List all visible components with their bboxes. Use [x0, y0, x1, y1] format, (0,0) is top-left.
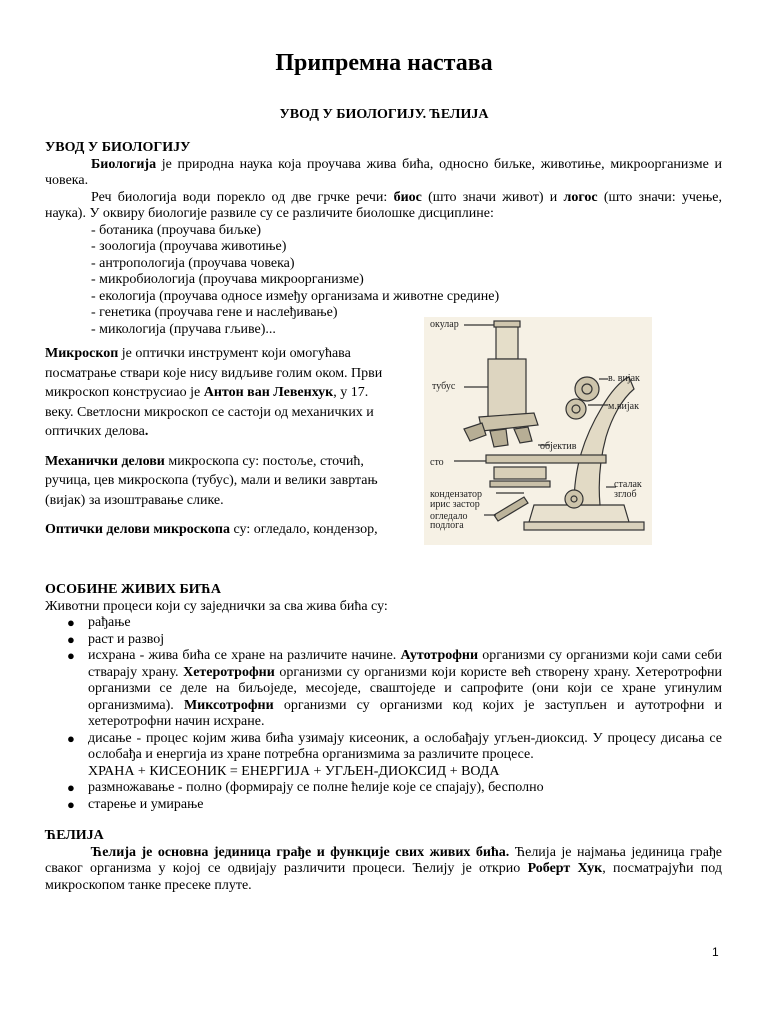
- list-item: ● размножавање - полно (формирају се полне ћелије које се спајају), бесполно: [45, 780, 722, 797]
- intro-paragraph-1: Биологија је природна наука која проучава жива бића, односно биљке, животиње, микроорганизме и човека.: [45, 156, 722, 188]
- intro-paragraph-2: Реч биологија води порекло од две грчке речи: биос (што значи живот) и логос (што значи: учење, наука). У оквиру биологије развиле су се различите биолошке дисциплине:: [45, 189, 722, 221]
- label-iris: ирис застор: [430, 499, 480, 510]
- label-m-vijak: м.вијак: [608, 401, 639, 412]
- cell-heading: ЋЕЛИЈА: [45, 828, 104, 843]
- list-item: - генетика (проучава гене и наслеђивање): [91, 305, 338, 320]
- mechanical-parts-paragraph: Механички делови микроскопа су: постоље, сточић, ручица, цев микроскопа (тубус), мали и велики завртањ (вијак) за изоштравање слике.: [45, 453, 378, 508]
- biology-term: Биологија: [91, 156, 157, 172]
- list-item: - микологија (пручава гљиве)...: [91, 321, 276, 337]
- list-item: ● рађање: [45, 615, 722, 632]
- list-item: ● дисање - процес којим жива бића узимају кисеоник, а ослобађају угљен-диоксид. У процесу дисања се ослобађа и енергија из хране потребна организмима за различите процесе.: [45, 731, 722, 764]
- label-tubus: тубус: [432, 381, 456, 392]
- list-item: - ботаника (проучава биљке): [91, 222, 262, 238]
- cell-section: [45, 828, 722, 894]
- living-intro: Животни процеси који су заједнички за сва жива бића су:: [45, 598, 388, 614]
- intro-heading: УВОД У БИОЛОГИЈУ: [45, 140, 191, 155]
- list-item: ● старење и умирање: [45, 797, 722, 814]
- label-v-vijak: в. вијак: [608, 373, 640, 384]
- label-podloga: подлога: [430, 520, 464, 531]
- cell-paragraph: Ћелија је основна јединица грађе и функције свих живих бића. Ћелија је најмања јединица грађе сваког организма у којој се одвијају различити процеси. Ћелију је открио Роберт Хук, посматрајући под микроскопом танке пресеке плуте.: [45, 844, 722, 893]
- life-process-list-continued: [45, 780, 722, 813]
- living-beings-section: [45, 582, 722, 813]
- intro-section: [45, 140, 722, 338]
- microscope-paragraph: Микроскоп је оптички инструмент који омогућава посматрање ствари које нису видљиве голим оком. Први микроскоп конструсиао је Антон ван Левенхук, у 17. веку. Светлосни микроскоп се састоји од механичких и оптичких делова.: [45, 346, 383, 439]
- label-okular: окулар: [430, 319, 459, 330]
- microscope-illustration: [424, 317, 652, 545]
- label-objektiv: објектив: [540, 441, 577, 452]
- microscope-figure: [424, 317, 652, 545]
- list-item: - микробиологија (проучава микроорганизме): [91, 272, 364, 287]
- list-item: ● исхрана - жива бића се хране на различите начине. Аутотрофни организми су организми који сами себи стварају храну. Хетеротрофни организми су организми који користе већ створену храну. Хетеротрофни организми се деле на биљоједе, месоједе, сваштоједе и сапрофите (они који се хране угинулим организмима). Миксотрофни организми су организми код којих је заступљен и аутотрофни и хетеротрофни начин исхране.: [45, 648, 722, 731]
- page-subtitle: УВОД У БИОЛОГИЈУ. ЋЕЛИЈА: [279, 107, 489, 122]
- label-ogledalo: огледало: [430, 511, 468, 522]
- respiration-equation: ХРАНА + КИСЕОНИК = ЕНЕРГИЈА + УГЉЕН-ДИОКСИД + ВОДА: [88, 763, 500, 779]
- living-heading: ОСОБИНЕ ЖИВИХ БИЋА: [45, 582, 221, 597]
- label-sto: сто: [430, 457, 444, 468]
- label-zglob: зглоб: [614, 489, 637, 500]
- list-item: - екологија (проучава односе између организама и животне средине): [91, 288, 500, 304]
- list-item: - зоологија (проучава животиње): [91, 239, 287, 254]
- list-item: ● раст и развој: [45, 632, 722, 649]
- list-item: - антропологија (проучава човека): [91, 255, 295, 271]
- label-stalak: сталак: [614, 479, 642, 490]
- optical-parts-paragraph: Оптички делови микроскопа су: огледало, кондензор,: [45, 522, 378, 537]
- page-title: Припремна настава: [275, 50, 493, 76]
- microscope-section: [45, 344, 385, 540]
- label-kondenzator: кондензатор: [430, 489, 482, 500]
- life-process-list: [45, 615, 722, 764]
- page-number: 1: [712, 945, 719, 959]
